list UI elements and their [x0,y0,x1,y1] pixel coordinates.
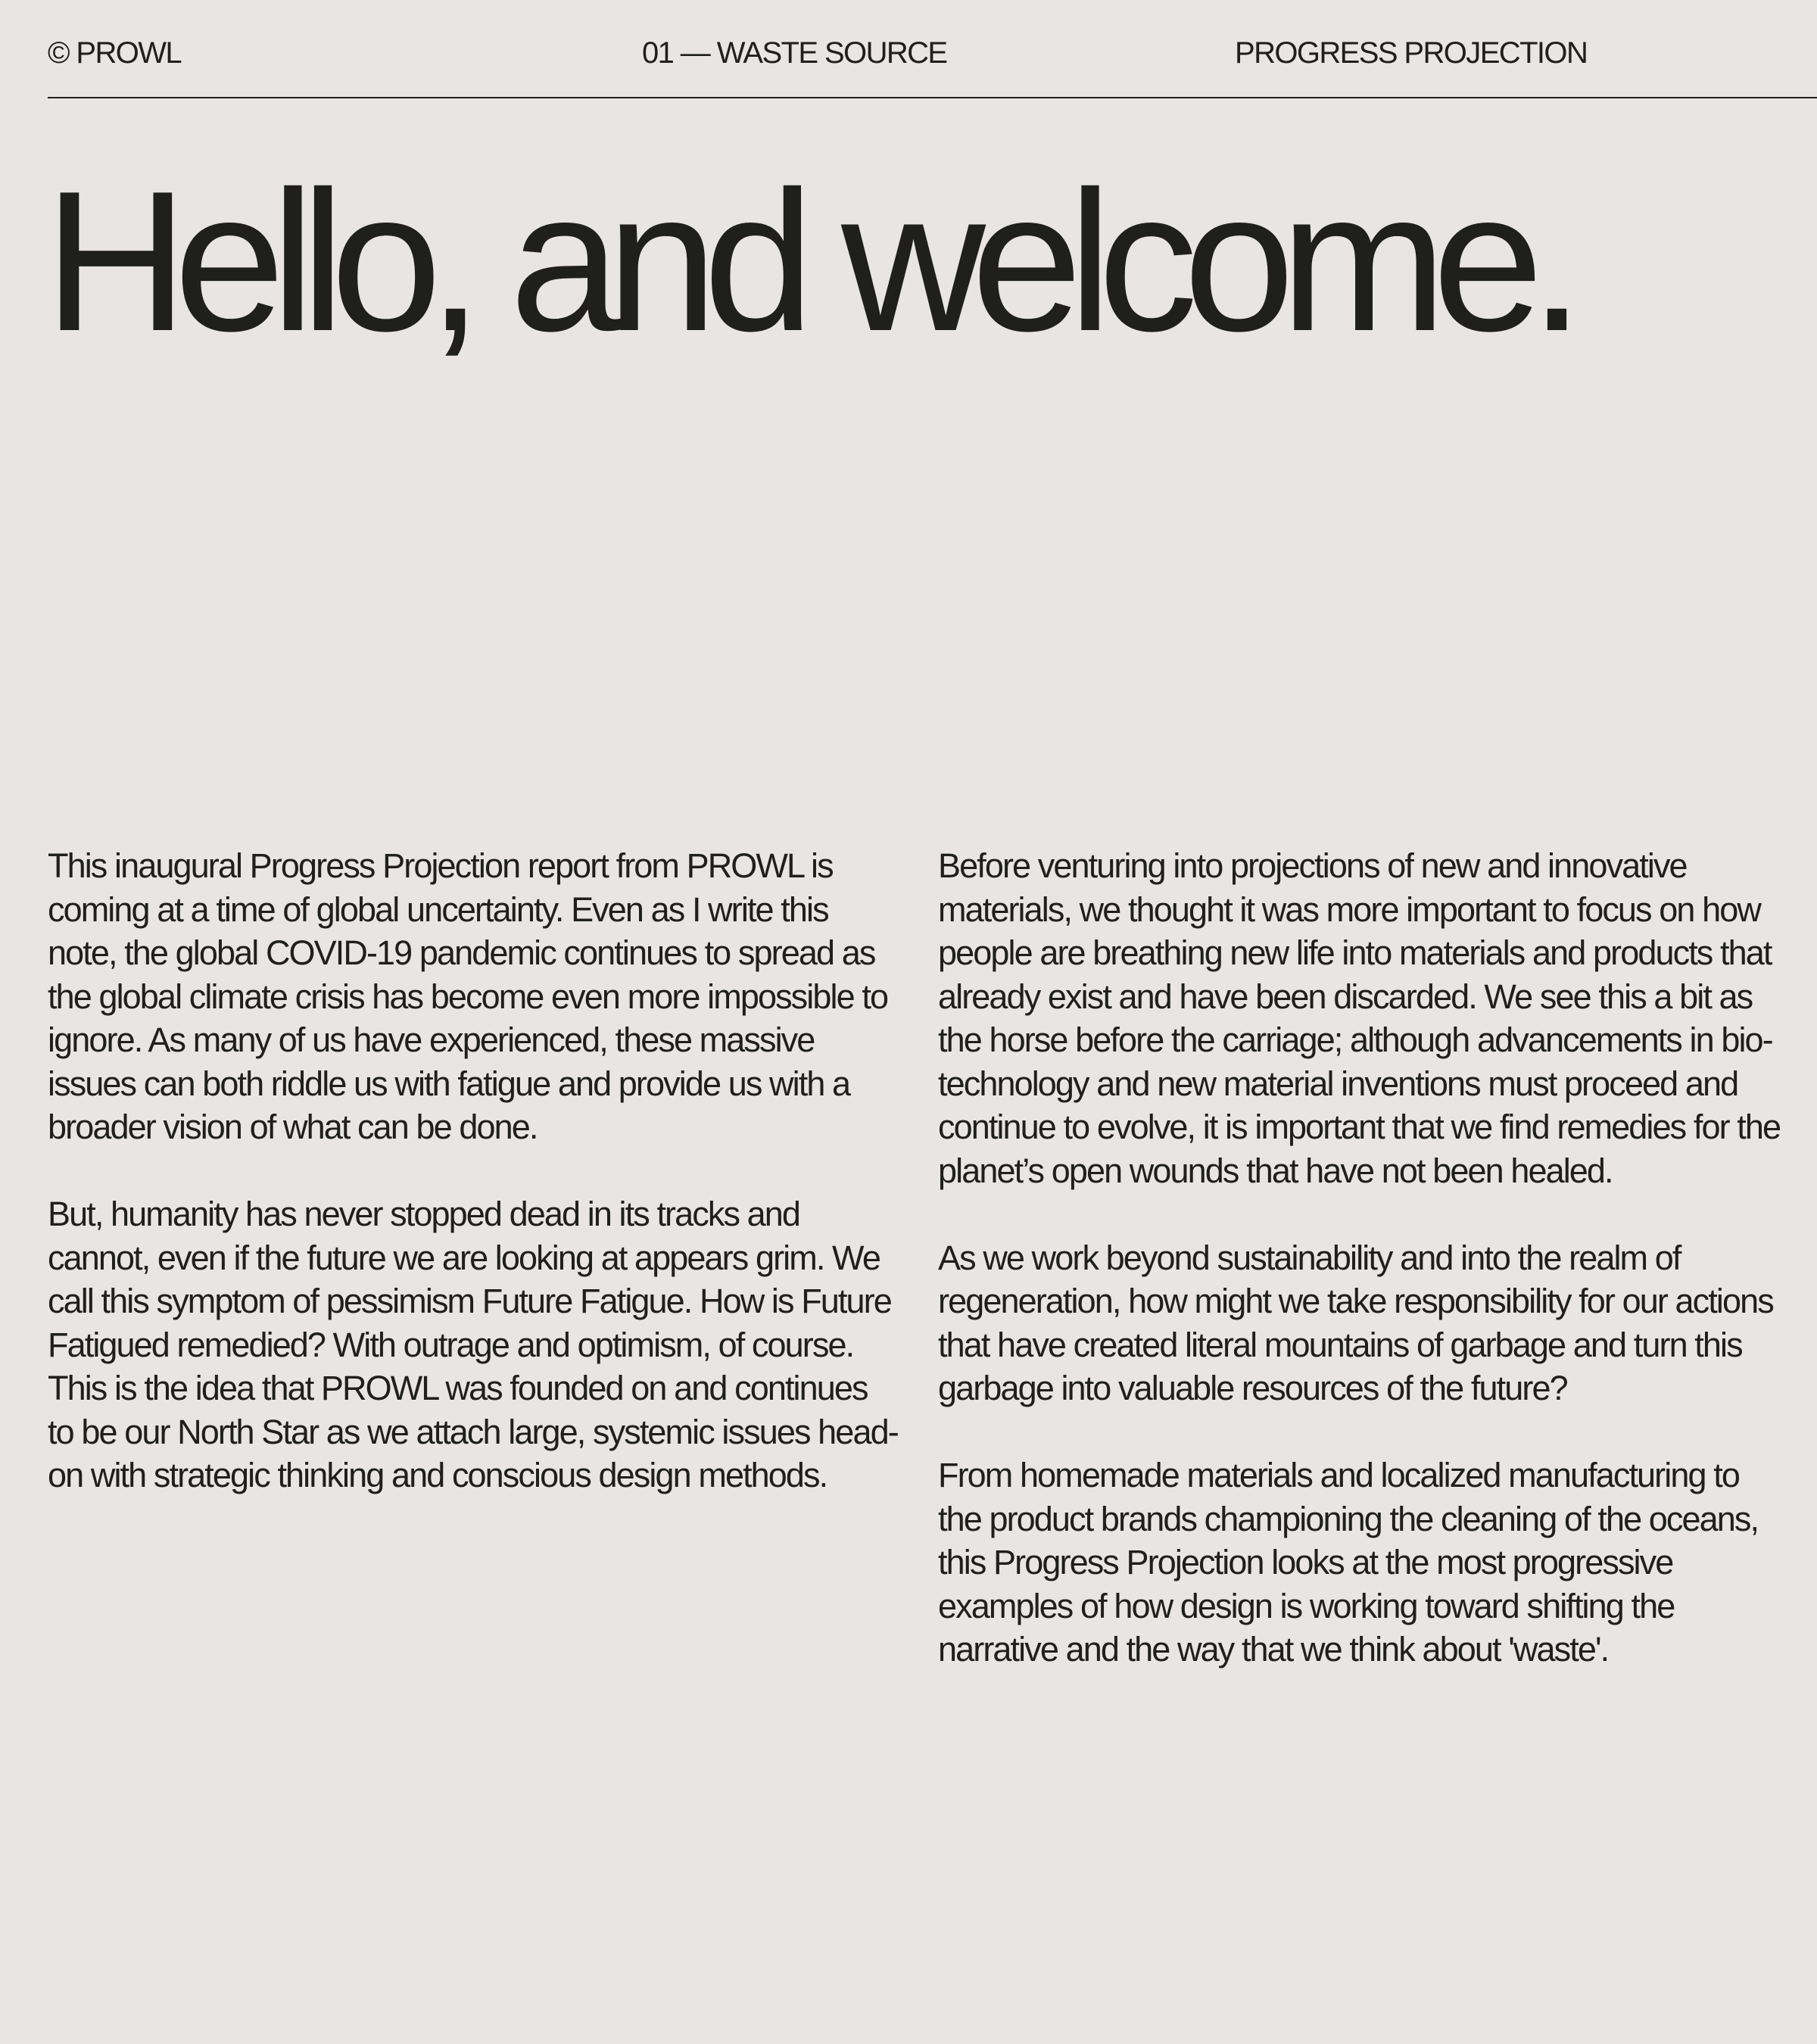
top-bar [48,0,1817,98]
body-paragraph: Before venturing into projections of new and innovative materials, we thought it was more important to focus on how people are breathing new life into materials and products that already exist and have been discarded. We see this a bit as the horse before the carriage; although advancements in bio-technology and new material inventions must proceed and continue to evolve, it is important that we find remedies for the planet’s open wounds that have not been healed. [938,846,1781,1190]
page-headline: Hello, and welcome. [44,149,1571,372]
body-paragraph: From homemade materials and localized manufacturing to the product brands championing the cleaning of the oceans, this Progress Projection looks at the most progressive examples of how design is working toward shifting the narrative and the way that we think about 'waste'. [938,1456,1759,1669]
report-title: PROGRESS PROJECTION [1235,36,1588,70]
body-paragraph: This inaugural Progress Projection report from PROWL is coming at a time of global uncertainty. Even as I write this note, the global COVID-19 pandemic continues to spread as the global climate crisis has become even more impossible to ignore. As many of us have experienced, these massive issues can both riddle us with fatigue and provide us with a broader vision of what can be done. [48,846,888,1146]
right-text-column [938,844,1790,1715]
body-paragraph: But, humanity has never stopped dead in its tracks and cannot, even if the future we are looking at appears grim. We call this symptom of pessimism Future Fatigue. How is Future Fatigued remedied? With outrage and optimism, of course. This is the idea that PROWL was founded on and continues to be our North Star as we attach large, systemic issues head-on with strategic thinking and conscious design methods. [48,1195,898,1494]
body-paragraph: As we work beyond sustainability and into the realm of regeneration, how might we take responsibility for our actions that have created literal mountains of garbage and turn this garbage into valuable resources of the future? [938,1238,1773,1407]
section-label: 01 — WASTE SOURCE [642,36,947,70]
brand-copyright[interactable]: © PROWL [48,36,182,70]
left-text-column [48,844,899,1541]
